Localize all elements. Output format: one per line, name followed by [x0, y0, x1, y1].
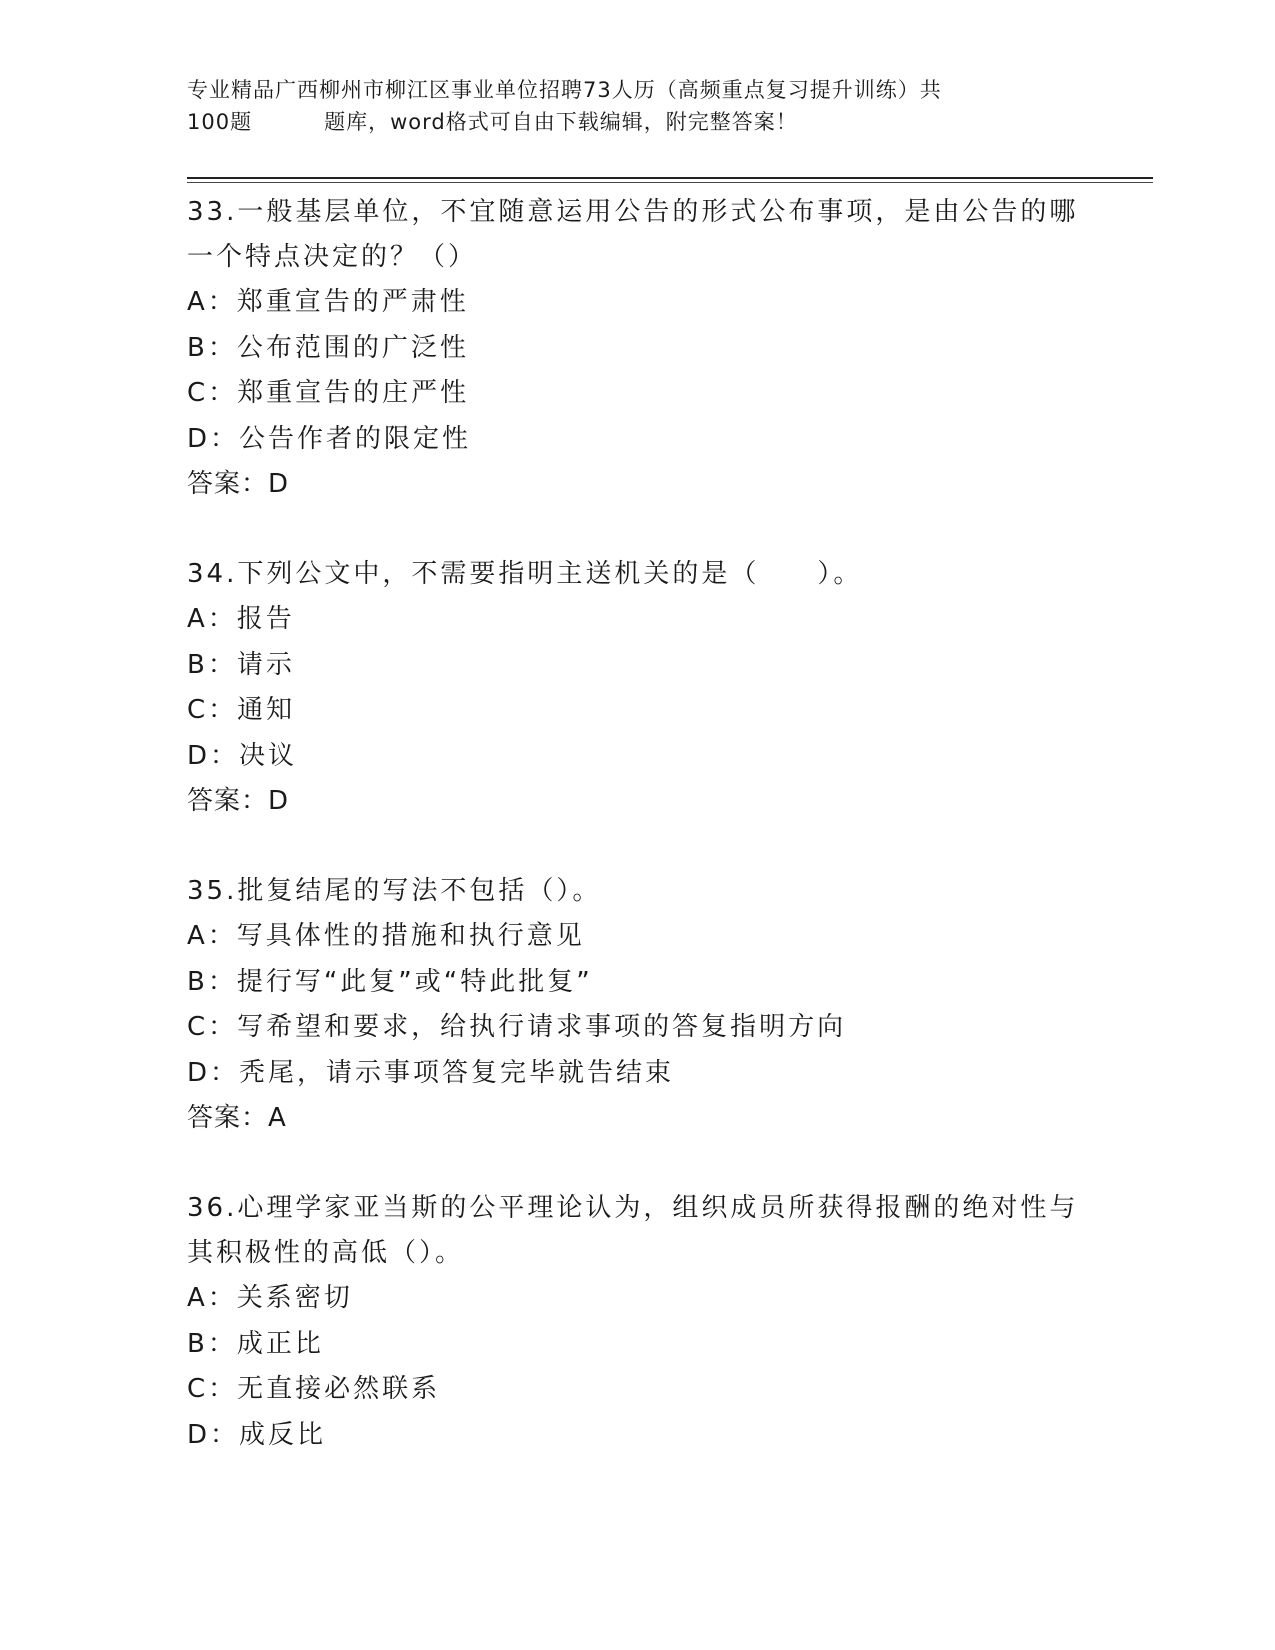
question-stem-line: 一个特点决定的？（） — [187, 242, 478, 272]
option-b: B：成正比 — [187, 1328, 324, 1359]
header-divider-thin — [187, 182, 1153, 183]
question-34 — [187, 552, 1087, 824]
option-c: C：写希望和要求，给执行请求事项的答复指明方向 — [187, 1012, 847, 1042]
option-a: A：报告 — [187, 604, 295, 634]
answer-line: 答案：D — [187, 469, 290, 499]
header-description: 题库，word格式可自由下载编辑，附完整答案！ — [324, 110, 798, 134]
option-c: C：通知 — [187, 695, 296, 725]
option-a: A：关系密切 — [187, 1283, 353, 1313]
option-d: D：公告作者的限定性 — [187, 423, 472, 454]
option-b: B：请示 — [187, 649, 295, 680]
option-b: B：公布范围的广泛性 — [187, 332, 469, 363]
option-a: A：郑重宣告的严肃性 — [187, 287, 469, 317]
option-d: D：决议 — [187, 740, 298, 771]
option-c: C：无直接必然联系 — [187, 1374, 441, 1404]
option-a: A：写具体性的措施和执行意见 — [187, 921, 585, 951]
answer-line: 答案：A — [187, 1103, 287, 1133]
option-d: D：成反比 — [187, 1419, 327, 1450]
option-d: D：秃尾，请示事项答复完毕就告结束 — [187, 1057, 675, 1088]
question-36 — [187, 1186, 1087, 1458]
option-b: B：提行写“此复”或“特此批复” — [187, 966, 593, 997]
question-33 — [187, 190, 1087, 507]
question-list — [187, 190, 1087, 1458]
question-stem-line: 36.心理学家亚当斯的公平理论认为，组织成员所获得报酬的绝对性与 — [187, 1193, 1079, 1223]
question-stem-line: 34.下列公文中，不需要指明主送机关的是（ ）。 — [187, 559, 863, 589]
header-divider-thick — [187, 177, 1153, 179]
header-question-count: 100题 — [187, 110, 253, 134]
option-c: C：郑重宣告的庄严性 — [187, 378, 470, 408]
answer-line: 答案：D — [187, 786, 290, 816]
header-title-line1: 专业精品广西柳州市柳江区事业单位招聘73人历（高频重点复习提升训练）共 — [187, 78, 942, 102]
question-35 — [187, 869, 1087, 1141]
document-header — [187, 74, 1087, 138]
question-stem-line: 33.一般基层单位，不宜随意运用公告的形式公布事项，是由公告的哪 — [187, 197, 1079, 227]
question-stem-line: 35.批复结尾的写法不包括（）。 — [187, 876, 602, 906]
header-title-line2 — [187, 106, 1087, 138]
question-stem-line: 其积极性的高低（）。 — [187, 1238, 465, 1268]
